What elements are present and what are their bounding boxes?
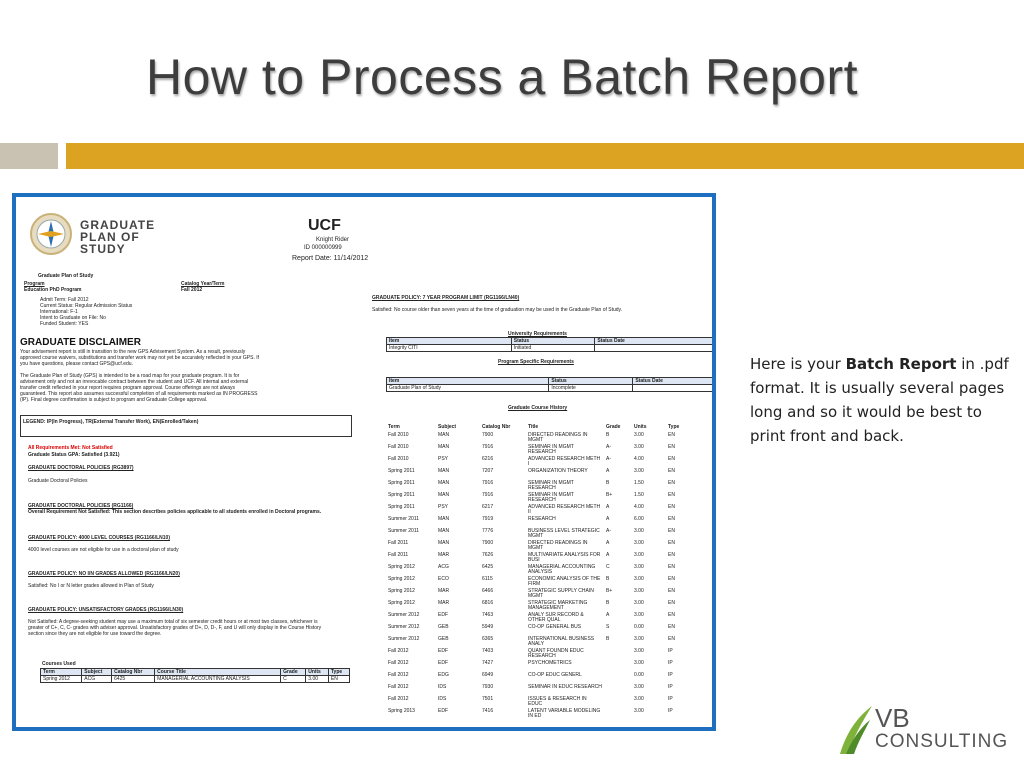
table-cell: C [606, 564, 610, 570]
table-cell: EDF [438, 612, 448, 618]
table-cell: 1.50 [634, 492, 644, 498]
table-cell: MANAGERIAL ACCOUNTING ANALYSIS [528, 564, 596, 575]
slide-title: How to Process a Batch Report [146, 49, 859, 105]
vb-consulting-logo [875, 705, 1008, 753]
section-heading: GRADUATE DOCTORAL POLICIES (RG3897) [28, 465, 134, 471]
table-cell: 3.00 [634, 696, 644, 702]
table-cell: B+ [606, 492, 613, 498]
course-history-title: Graduate Course History [508, 405, 568, 411]
table-cell: A [606, 612, 610, 618]
policy-7-heading: GRADUATE POLICY: 7 YEAR PROGRAM LIMIT (RG1166/LN40) [372, 295, 520, 301]
student-details: Admit Term: Fall 2012 Current Status: Regular Admission Status International: F-1 Intent to Graduate on File: No Funded Student: YES [40, 297, 133, 327]
table-cell: MAN [438, 492, 450, 498]
compass-icon [28, 211, 74, 257]
table-cell: Fall 2012 [388, 684, 409, 690]
table-cell: EN [668, 564, 675, 570]
catalog-value: Fall 2012 [181, 287, 203, 293]
table-cell: B [606, 636, 610, 642]
table-cell: MAR [438, 588, 450, 594]
table-cell: Spring 2012 [388, 600, 415, 606]
program-requirements-table: Item Status Status Date Graduate Plan of Study Incomplete [386, 377, 716, 392]
table-cell: Spring 2011 [388, 504, 415, 510]
table-cell: Spring 2011 [388, 480, 415, 486]
table-cell: SEMINAR IN MGMT RESEARCH [528, 480, 574, 491]
table-cell: B [606, 576, 610, 582]
table-cell: 7919 [482, 516, 494, 522]
table-cell: EN [668, 588, 675, 594]
table-cell: 3.00 [634, 564, 644, 570]
table-cell: 3.00 [634, 648, 644, 654]
table-cell: Spring 2013 [388, 708, 415, 714]
ucf-logo: UCF [308, 217, 341, 234]
table-cell: ECONOMIC ANALYSIS OF THE FIRM [528, 576, 601, 587]
table-cell: DIRECTED READINGS IN MGMT [528, 432, 588, 443]
table-cell: ACG [438, 564, 449, 570]
table-cell: MULTIVARIATE ANALYSIS FOR BUSI [528, 552, 601, 563]
table-cell: QUANT FOUNDN EDUC RESEARCH [528, 648, 584, 659]
table-cell: 7501 [482, 696, 494, 702]
table-cell: IDS [438, 696, 447, 702]
table-cell: IP [668, 648, 673, 654]
table-cell: 0.00 [634, 672, 644, 678]
table-cell: 7626 [482, 552, 494, 558]
table-cell: ECO [438, 576, 449, 582]
leaf-logo-icon [836, 704, 876, 756]
table-cell: 7930 [482, 684, 494, 690]
table-cell: 7900 [482, 432, 494, 438]
table-cell: EDF [438, 660, 448, 666]
table-cell: B [606, 480, 610, 486]
table-cell: ADVANCED RESEARCH METH II [528, 504, 601, 515]
table-cell: A [606, 552, 610, 558]
table-cell: CO-OP GENERAL BUS [528, 624, 582, 630]
table-cell: 7900 [482, 540, 494, 546]
table-cell: EN [668, 552, 675, 558]
section-text: Satisfied: No I or N letter grades allowed in Plan of Study [28, 583, 154, 589]
table-cell: IP [668, 684, 673, 690]
gps-heading: Graduate Plan of Study [38, 273, 94, 279]
table-cell: SEMINAR IN MGMT RESEARCH [528, 444, 574, 455]
table-cell: SEMINAR IN MGMT RESEARCH [528, 492, 574, 503]
table-cell: EDG [438, 672, 449, 678]
section-heading: GRADUATE POLICY: 4000 LEVEL COURSES (RG1166/LN10) [28, 535, 170, 541]
table-cell: ANALY SUR RECORD & OTHER QUAL [528, 612, 584, 623]
table-cell: EN [668, 612, 675, 618]
table-cell: Spring 2012 [388, 564, 415, 570]
table-cell: STRATEGIC MARKETING MANAGEMENT [528, 600, 588, 611]
table-cell: 3.00 [634, 708, 644, 714]
university-requirements-table: Item Status Status Date Integrity CITI Initiated [386, 337, 716, 352]
table-cell: A [606, 516, 610, 522]
table-cell: IP [668, 696, 673, 702]
batch-report-term: Batch Report [845, 355, 957, 373]
table-cell: EN [668, 528, 675, 534]
student-id: ID 000000999 [304, 245, 342, 251]
table-cell: A- [606, 456, 611, 462]
table-cell: 7207 [482, 468, 494, 474]
brand-consulting: CONSULTING [875, 731, 1009, 752]
table-cell: EN [668, 432, 675, 438]
table-cell: EN [668, 600, 675, 606]
table-cell: 7916 [482, 480, 494, 486]
table-cell: B [606, 600, 610, 606]
table-cell: PSY [438, 456, 449, 462]
table-cell: 3.00 [634, 576, 644, 582]
table-cell: 7403 [482, 648, 494, 654]
table-cell: A [606, 540, 610, 546]
gps-logo-text: GRADUATE PLAN OF STUDY [80, 218, 156, 256]
table-cell: EN [668, 576, 675, 582]
table-cell: A [606, 504, 610, 510]
table-cell: 3.00 [634, 432, 644, 438]
brand-vb: VB [875, 703, 910, 733]
table-cell: Fall 2010 [388, 444, 409, 450]
table-cell: 6115 [482, 576, 493, 582]
courses-used-label: Courses Used [42, 661, 76, 667]
table-cell: B+ [606, 588, 613, 594]
table-cell: A- [606, 444, 611, 450]
table-cell: Fall 2012 [388, 672, 409, 678]
table-cell: Summer 2012 [388, 612, 420, 618]
table-cell: B [606, 432, 610, 438]
section-text: Graduate Doctoral Policies [28, 478, 88, 484]
table-cell: PSY [438, 504, 449, 510]
table-cell: 6425 [482, 564, 494, 570]
table-cell: CO-OP EDUC GENERL [528, 672, 582, 678]
table-cell: 4.00 [634, 504, 644, 510]
table-cell: IP [668, 672, 673, 678]
all-requirements-status: All Requirements Met: Not Satisfied [28, 445, 113, 451]
student-name: Knight Rider [316, 237, 350, 243]
table-cell: Summer 2012 [388, 636, 420, 642]
table-cell: EN [668, 624, 675, 630]
table-cell: 1.50 [634, 480, 644, 486]
gpa-status: Graduate Status GPA: Satisfied (3.921) [28, 452, 120, 458]
table-cell: Fall 2011 [388, 552, 409, 558]
table-cell: MAN [438, 540, 450, 546]
table-cell: 6816 [482, 600, 494, 606]
table-cell: 6217 [482, 504, 494, 510]
table-cell: EN [668, 456, 675, 462]
table-cell: 3.00 [634, 660, 644, 666]
table-cell: 3.00 [634, 444, 644, 450]
table-cell: EN [668, 516, 675, 522]
table-cell: Fall 2011 [388, 540, 409, 546]
catalog-label: Catalog Year/Term [181, 281, 225, 287]
disclaimer-title: GRADUATE DISCLAIMER [20, 337, 141, 348]
disclaimer-text: Your advisement report is still in transition to the new GPS Advisement System. As a result, previously approved course waivers, substitutions and transfer work may not yet be accurately reflected in your GPS. If you have questions, please contact GPS@ucf.edu. The Graduate Plan of Study (GPS) is intended to be a road map for your graduate program. It is for advisement only and not an irrevocable contract between the student and UCF. All internal and external transfer credit reflected in your report requires program approval. Course offerings are not always guaranteed. This report also assumes successful completion of all requirements marked as IN PROGRESS (IP). Final degree confirmation is subject to program and Graduate College approval. [20, 349, 260, 403]
table-cell: SEMINAR IN EDUC RESEARCH [528, 684, 602, 690]
table-cell: Summer 2011 [388, 528, 420, 534]
accent-bar-right [66, 143, 1024, 169]
table-cell: EN [668, 444, 675, 450]
table-cell: 3.00 [634, 684, 644, 690]
table-cell: GEB [438, 636, 449, 642]
table-cell: MAN [438, 468, 450, 474]
table-cell: IDS [438, 684, 447, 690]
section-text: Not Satisfied: A degree-seeking student may use a maximum total of six semester credit hours or at most two classes, whichever is greater of C+, C, C- grades with adviser approval. Unsatisfactory grades of D+, D, D-, F, and U will only display in the Course History section since they are not eligible for use toward the degree. [28, 619, 322, 637]
accent-bar-left [0, 143, 58, 169]
table-cell: EN [668, 636, 675, 642]
table-cell: 7916 [482, 492, 494, 498]
table-cell: A [606, 468, 610, 474]
table-cell: 6466 [482, 588, 494, 594]
table-cell: EDF [438, 648, 448, 654]
table-cell: 7463 [482, 612, 494, 618]
table-cell: 3.00 [634, 468, 644, 474]
table-cell: Summer 2011 [388, 516, 420, 522]
table-cell: Spring 2012 [388, 588, 415, 594]
table-cell: MAN [438, 528, 450, 534]
table-cell: Fall 2012 [388, 696, 409, 702]
table-cell: ADVANCED RESEARCH METH I [528, 456, 601, 467]
table-cell: EN [668, 468, 675, 474]
table-cell: MAN [438, 432, 450, 438]
slide-caption: Here is your Batch Report in .pdf format. It is usually several pages long and so it would be best to print front and back. [750, 355, 1009, 445]
table-cell: IP [668, 660, 673, 666]
courses-used-table: Term Subject Catalog Nbr Course Title Grade Units Type Spring 2012 ACG 6425 MANAGERIAL ACCOUNTING ANALYSIS C 3.00 EN [40, 668, 350, 683]
table-cell: Fall 2010 [388, 432, 409, 438]
legend-box: LEGEND: IP(In Progress), TR(External Transfer Work), EN(Enrolled/Taken) [20, 415, 352, 437]
table-cell: 7427 [482, 660, 494, 666]
table-cell: Summer 2012 [388, 624, 420, 630]
table-cell: STRATEGIC SUPPLY CHAIN MGMT [528, 588, 594, 599]
program-requirements-title: Program Specific Requirements [498, 359, 574, 365]
batch-report-image: GRADUATE PLAN OF STUDY UCF Knight Rider ID 000000999 Report Date: 11/14/2012 Graduate Plan of Study Program Education PhD Program Catalog Year/Term Fall 2012 Admit Term: Fall 2012 Current Status: Regular Admission Status International: F-1 Intent to Graduate on File: No Funded Student: YES GRADUATE DISCLAIMER Your advisement report is still in transition to the new GPS Advisement System. As a result, previously approved course waivers, substitutions and transfer work may not yet be accurately reflected in your GPS. If you have questions, please contact GPS@ucf.edu. The Graduate Plan of Study (GPS) is intended to be a road map for your graduate program. It is for advisement only and not an irrevocable contract between the student and UCF. All internal and external transfer credit reflected in your report requires program approval. Course offerings are not always guaranteed. This report also assumes successful completion of all requirements marked as IN PROGRESS (IP). Final degree confirmation is subject to program and Graduate College approval. LEGEND: IP(In Progress), TR(External Transfer Work), EN(Enrolled/Taken) All Requirements Met: Not Satisfied Graduate Status GPA: Satisfied (3.921) GRADUATE DOCTORAL POLICIES (RG3897) Graduate Doctoral Policies GRADUATE DOCTORAL POLICIES (RG1166) Overall Requirement Not Satisfied: This section describes policies applicable to all students enrolled in Doctoral programs. GRADUATE POLICY: 4000 LEVEL COURSES (RG1166/LN10) 4000 level courses are not eligible for use in a doctoral plan of study GRADUATE POLICY: NO I/N GRADES ALLOWED (RG1166/LN20) Satisfied: No I or N letter grades allowed in Plan of Study GRADUATE POLICY: UNSATISFACTORY GRADES (RG1166/LN30) Not Satisfied: A degree-seeking student may use a maximum total of six semester credit hours or at most two classes, whichever is greater of C+, C, C- grades with adviser approval. Unsatisfactory grades of D+, D, D-, F, and U will only display in the Course History section since they are not eligible for use toward the degree. Courses Used Term Subject Catalog Nbr Course Title Grade Units Type Spring 2012 ACG 6425 MANAGERIAL ACCOUNTING ANALYSIS C 3.00 EN GRADUATE POLICY: 7 YEAR PROGRAM LIMIT (RG1166/LN40) Satisfied: No course older than seven years at the time of graduation may be used in the Graduate Plan of Study. University Requirements Item Status Status Date Integrity CITI Initiated Program Specific Requirements Item Status Status Date Graduate Plan of Study Incomplete Graduate Course History Term Subject Catalog Nbr Title Grade Units Type Fall 2010 MAN 7900 DIRECTED READINGS IN MGMT B 3.00 EN Fall 2010 MAN 7916 SEMINAR IN MGMT RESEARCH A- 3.00 EN Fall 2010 PSY 6216 ADVANCED RESEARCH METH I A- 4.00 EN Spring 2011 MAN 7207 ORGANIZATION THEORY A 3.00 EN Spring 2011 MAN 7916 SEMINAR IN MGMT RESEARCH B 1.50 EN Spring 2011 MAN 7916 SEMINAR IN MGMT RESEARCH B+ 1.50 EN Spring 2011 PSY 6217 ADVANCED RESEARCH METH II A 4.00 EN Summer 2011 MAN 7919 RESEARCH A 6.00 EN Summer 2011 MAN 7776 BUSINESS LEVEL STRATEGIC MGMT A- 3.00 EN Fall 2011 MAN 7900 DIRECTED READINGS IN MGMT A 3.00 EN Fall 2011 MAR 7626 MULTIVARIATE ANALYSIS FOR BUSI A 3.00 EN Spring 2012 ACG 6425 MANAGERIAL ACCOUNTING ANALYSIS C 3.00 EN Spring 2012 ECO 6115 ECONOMIC ANALYSIS OF THE FIRM B 3.00 EN Spring 2012 MAR 6466 STRATEGIC SUPPLY CHAIN MGMT B+ 3.00 EN Spring 2012 MAR 6816 STRATEGIC MARKETING MANAGEMENT B 3.00 EN Summer 2012 EDF 7463 ANALY SUR RECORD & OTHER QUAL A 3.00 EN Summer 2012 GEB 5949 CO-OP GENERAL BUS S 0.00 EN Summer 2012 GEB 6365 INTERNATIONAL BUSINESS ANALY B 3.00 EN Fall 2012 EDF 7403 QUANT FOUNDN EDUC RESEARCH 3.00 IP Fall 2012 EDF 7427 PSYCHOMETRICS 3.00 IP Fall 2012 EDG 6949 CO-OP EDUC GENERL 0.00 IP Fall 2012 IDS 7930 SEMINAR IN EDUC RESEARCH 3.00 IP Fall 2012 IDS 7501 ISSUES & RESEARCH IN EDUC 3.00 IP Spring 2013 EDF 7416 LATENT VARIABLE MODELING IN ED 3.00 IP [12, 193, 716, 731]
table-cell: 6.00 [634, 516, 644, 522]
policy-7-text: Satisfied: No course older than seven years at the time of graduation may be used in the Graduate Plan of Study. [372, 307, 623, 313]
table-cell: 3.00 [634, 588, 644, 594]
table-cell: 6216 [482, 456, 494, 462]
section-heading: GRADUATE DOCTORAL POLICIES (RG1166) [28, 503, 134, 509]
table-cell: A- [606, 528, 611, 534]
table-cell: ISSUES & RESEARCH IN EDUC [528, 696, 587, 707]
table-cell: 0.00 [634, 624, 644, 630]
section-heading: GRADUATE POLICY: NO I/N GRADES ALLOWED (RG1166/LN20) [28, 571, 180, 577]
table-cell: INTERNATIONAL BUSINESS ANALY [528, 636, 595, 647]
table-cell: ORGANIZATION THEORY [528, 468, 588, 474]
program-value: Education PhD Program [24, 287, 82, 293]
table-cell: 7776 [482, 528, 494, 534]
table-cell: 7916 [482, 444, 494, 450]
table-cell: PSYCHOMETRICS [528, 660, 572, 666]
table-cell: 7416 [482, 708, 494, 714]
table-cell: 3.00 [634, 552, 644, 558]
table-cell: 6365 [482, 636, 494, 642]
table-cell: BUSINESS LEVEL STRATEGIC MGMT [528, 528, 600, 539]
table-cell: MAN [438, 444, 450, 450]
table-cell: EN [668, 492, 675, 498]
table-cell: 3.00 [634, 612, 644, 618]
table-cell: 3.00 [634, 528, 644, 534]
table-cell: 3.00 [634, 636, 644, 642]
table-cell: 4.00 [634, 456, 644, 462]
table-cell: Fall 2012 [388, 660, 409, 666]
table-cell: EN [668, 480, 675, 486]
table-cell: EN [668, 540, 675, 546]
section-text: 4000 level courses are not eligible for use in a doctoral plan of study [28, 547, 179, 553]
table-cell: S [606, 624, 610, 630]
table-cell: Fall 2012 [388, 648, 409, 654]
table-cell: EN [668, 504, 675, 510]
table-cell: IP [668, 708, 673, 714]
university-requirements-title: University Requirements [508, 331, 567, 337]
table-cell: GEB [438, 624, 449, 630]
table-cell: DIRECTED READINGS IN MGMT [528, 540, 588, 551]
program-label: Program [24, 281, 45, 287]
table-cell: EDF [438, 708, 448, 714]
table-cell: LATENT VARIABLE MODELING IN ED [528, 708, 601, 719]
table-cell: 3.00 [634, 540, 644, 546]
table-cell: 3.00 [634, 600, 644, 606]
table-cell: MAN [438, 480, 450, 486]
table-cell: Fall 2010 [388, 456, 409, 462]
table-cell: MAR [438, 600, 450, 606]
table-cell: RESEARCH [528, 516, 556, 522]
table-cell: 5949 [482, 624, 494, 630]
table-cell: 6949 [482, 672, 494, 678]
table-cell: MAN [438, 516, 450, 522]
report-date: Report Date: 11/14/2012 [292, 255, 369, 262]
table-cell: MAR [438, 552, 450, 558]
section-heading: GRADUATE POLICY: UNSATISFACTORY GRADES (RG1166/LN30) [28, 607, 184, 613]
table-cell: Spring 2012 [388, 576, 415, 582]
table-cell: Spring 2011 [388, 492, 415, 498]
table-cell: Spring 2011 [388, 468, 415, 474]
section-text: Overall Requirement Not Satisfied: This section describes policies applicable to all students enrolled in Doctoral programs. [28, 509, 322, 515]
